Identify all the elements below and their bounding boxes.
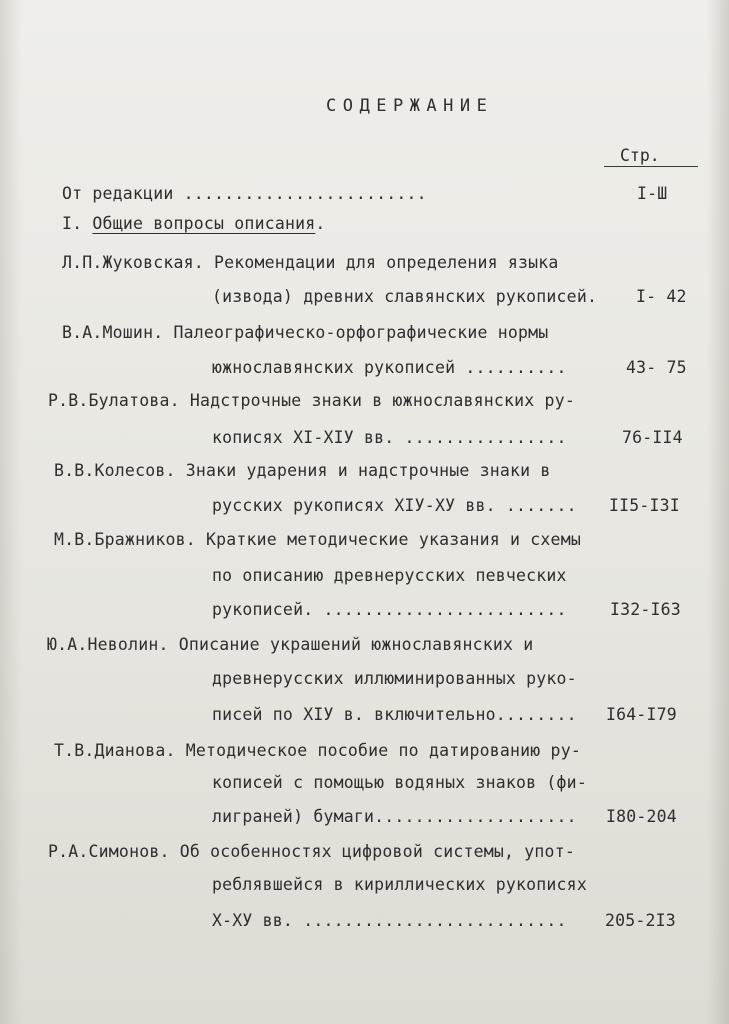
toc-entry-line: Т.В.Дианова. Методическое пособие по датированию ру- (54, 741, 581, 760)
toc-entry-line: кописей с помощью водяных знаков (фи- (212, 773, 587, 792)
toc-entry-line: Л.П.Жуковская. Рекомендации для определения языка (62, 253, 559, 272)
toc-page-number: 43- 75 (626, 358, 687, 377)
toc-entry-editorial: От редакции ........................ (62, 184, 427, 203)
toc-page-number: I- 42 (636, 287, 687, 306)
toc-page-number: I64-I79 (606, 705, 677, 724)
toc-entry-line: М.В.Бражников. Краткие методические указания и схемы (54, 530, 581, 549)
toc-page-number: I80-204 (606, 807, 677, 826)
section-number: I. (62, 214, 83, 233)
toc-page-number: I-Ш (637, 184, 668, 203)
section-title: Общие вопросы описания (92, 214, 316, 233)
toc-page-number: I32-I63 (610, 600, 681, 619)
toc-entry-line: Ю.А.Неволин. Описание украшений южнославянских и (47, 635, 534, 654)
section-heading (62, 213, 326, 235)
toc-entry-line: (извода) древних славянских рукописей. (212, 287, 598, 306)
page-shadow-left (0, 0, 22, 1024)
page-shadow-right (707, 0, 729, 1024)
toc-page-number: 76-II4 (622, 428, 683, 447)
toc-entry-line: Р.А.Симонов. Об особенностях цифровой системы, упот- (48, 842, 575, 861)
page-column-header: Стр. (620, 146, 660, 165)
toc-entry-line: В.В.Колесов. Знаки ударения и надстрочные знаки в (54, 461, 551, 480)
toc-page-number: II5-I3I (609, 496, 680, 515)
toc-entry-line: Р.В.Булатова. Надстрочные знаки в южнославянских ру- (48, 391, 575, 410)
toc-entry-line: кописях XI-XIУ вв. ................ (212, 428, 567, 447)
toc-entry-line: реблявшейся в кириллических рукописях (212, 875, 587, 894)
toc-page-number: 205-2I3 (605, 911, 676, 930)
toc-entry-line: южнославянских рукописей .......... (212, 358, 567, 377)
toc-entry-line: лиграней) бумаги.................... (212, 807, 577, 826)
toc-entry-line: В.А.Мошин. Палеографическо-орфографические нормы (62, 323, 549, 342)
page-title: СОДЕРЖАНИЕ (326, 96, 494, 116)
toc-entry-line: Х-ХУ вв. .......................... (212, 911, 567, 930)
section-period: . (315, 214, 326, 233)
toc-entry-line: древнерусских иллюминированных руко- (212, 669, 577, 688)
page-column-rule (604, 166, 698, 167)
toc-entry-line: русских рукописях XIУ-XУ вв. ....... (212, 496, 577, 515)
toc-entry-line: писей по XIУ в. включительно........ (212, 705, 577, 724)
toc-entry-line: по описанию древнерусских певческих (212, 566, 567, 585)
toc-entry-line: рукописей. ........................ (212, 600, 567, 619)
